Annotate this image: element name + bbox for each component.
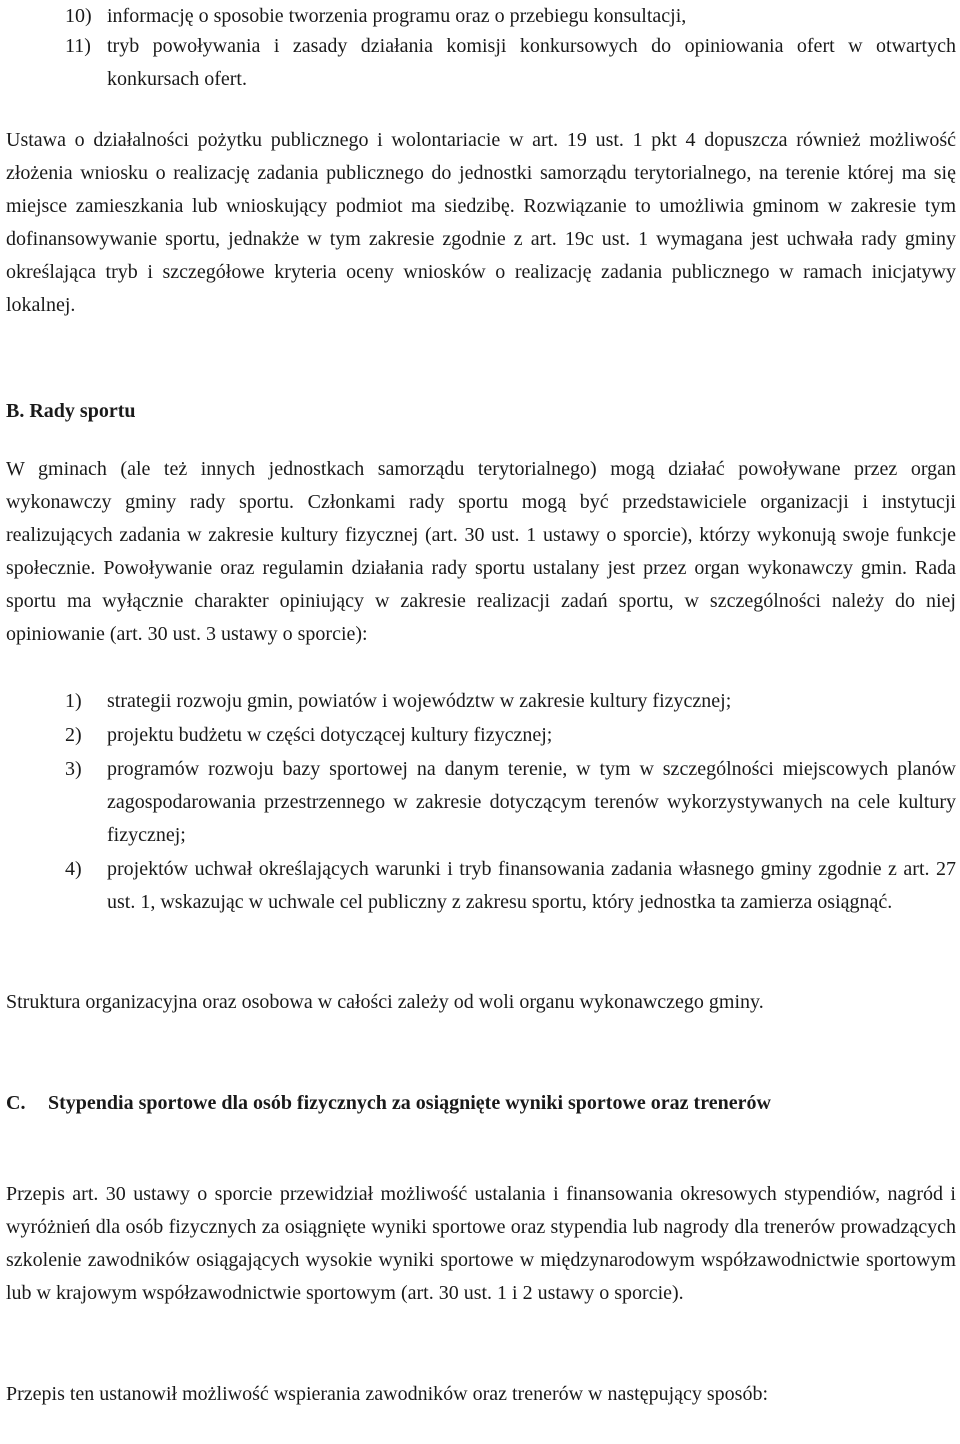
list-item-number: 1)	[65, 690, 82, 712]
list-item-number: 2)	[65, 724, 82, 746]
list-item	[6, 719, 956, 752]
paragraph-struktura: Struktura organizacyjna oraz osobowa w całości zależy od woli organu wykonawczego gminy.	[6, 991, 764, 1013]
paragraph-ustawa: Ustawa o działalności pożytku publicznego i wolontariacie w art. 19 ust. 1 pkt 4 dopuszcza również możliwość złożenia wniosku o realizację zadania publicznego do jednostki samorządu terytorialnego, na terenie której ma się miejsce zamieszkania lub wnioskujący podmiot ma siedzibę. Rozwiązanie to umożliwia gminom w zakresie tym dofinansowywanie sportu, jednakże w tym zakresie zgodnie z art. 19c ust. 1 wymagana jest uchwała rady gminy określająca tryb i szczegółowe kryteria oceny wniosków o realizację zadania publicznego w ramach inicjatywy lokalnej.	[6, 129, 956, 316]
paragraph-przepis-art: Przepis art. 30 ustawy o sporcie przewidział możliwość ustalania i finansowania okresowych stypendiów, nagród i wyróżnień dla osób fizycznych za osiągnięte wyniki sportowe oraz stypendia lub nagrody dla trenerów prowadzących szkolenie zawodników osiągających wysokie wyniki sportowe w międzynarodowym współzawodnictwie sportowym lub w krajowym współzawodnictwie sportowym (art. 30 ust. 1 i 2 ustawy o sporcie).	[6, 1183, 956, 1304]
list-item-text: informację o sposobie tworzenia programu oraz o przebiegu konsultacji,	[107, 5, 687, 27]
list-item-text: tryb powoływania i zasady działania komisji konkursowych do opiniowania ofert w otwartych konkursach ofert.	[107, 35, 956, 90]
list-item-number: 10)	[65, 5, 92, 27]
section-heading-text: Stypendia sportowe dla osób fizycznych za osiągnięte wyniki sportowe oraz trenerów	[48, 1092, 771, 1114]
list-item-text: programów rozwoju bazy sportowej na danym terenie, w tym w szczególności miejscowych planów zagospodarowania przestrzennego w zakresie dotyczącym terenów wykorzystywanych na cele kultury fizycznej;	[107, 758, 956, 846]
section-heading-c	[6, 1087, 956, 1120]
list-item	[6, 853, 956, 919]
list-item	[6, 0, 956, 33]
list-item	[6, 30, 956, 96]
section-heading-letter: C.	[6, 1092, 26, 1114]
list-item-text: projektu budżetu w części dotyczącej kultury fizycznej;	[107, 724, 553, 746]
list-item-number: 3)	[65, 758, 82, 780]
list-item-text: projektów uchwał określających warunki i tryb finansowania zadania własnego gminy zgodnie z art. 27 ust. 1, wskazując w uchwale cel publiczny z zakresu sportu, który jednostka ta zamierza osiągnąć.	[107, 858, 956, 913]
list-item-number: 11)	[65, 35, 91, 57]
paragraph-przepis-ten: Przepis ten ustanowił możliwość wspierania zawodników oraz trenerów w następujący sposób:	[6, 1383, 769, 1405]
list-item-text: strategii rozwoju gmin, powiatów i województw w zakresie kultury fizycznej;	[107, 690, 732, 712]
list-item-number: 4)	[65, 858, 82, 880]
paragraph-rady-sportu: W gminach (ale też innych jednostkach samorządu terytorialnego) mogą działać powoływane przez organ wykonawczy gminy rady sportu. Członkami rady sportu mogą być przedstawiciele organizacji i instytucji realizujących zadania w zakresie kultury fizycznej (art. 30 ust. 1 ustawy o sporcie), którzy wykonują swoje funkcje społecznie. Powoływanie oraz regulamin działania rady sportu ustalany jest przez organ wykonawczy gmin. Rada sportu ma wyłącznie charakter opiniujący w zakresie realizacji zadań sportu, w szczególności należy do niej opiniowanie (art. 30 ust. 3 ustawy o sporcie):	[6, 458, 956, 645]
section-heading-b: B. Rady sportu	[6, 400, 136, 422]
list-item	[6, 685, 956, 718]
list-item	[6, 753, 956, 852]
